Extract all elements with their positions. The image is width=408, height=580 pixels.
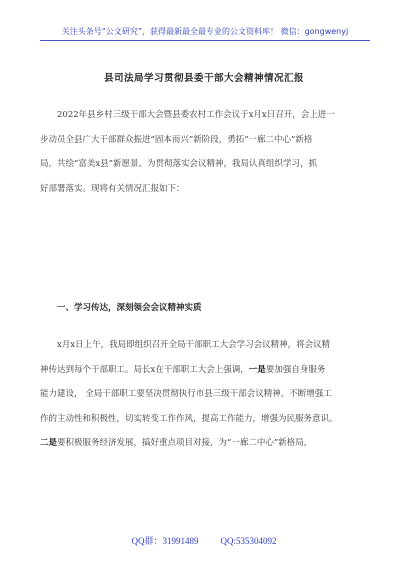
intro-paragraph	[40, 103, 370, 201]
intro-line: 2022年县乡村三级干部大会暨县委农村工作会议于x月x日召开，会上进一	[40, 110, 335, 120]
body-line: x月x日上午，我局即组织召开全局干部职工大会学习会议精神，将会议精	[40, 340, 331, 350]
intro-line: 步动员全县广大干部群众振进“固本而兴”新阶段，勇拓“一廊二中心”新格	[40, 134, 313, 145]
body-line	[40, 431, 370, 456]
footer-contact	[0, 534, 408, 547]
body-line: 能力建设， 全局干部职工要坚决贯彻执行市县三级干部会议精神，不断增强工	[40, 389, 332, 399]
intro-line: 好部署落实。现将有关情况汇报如下：	[40, 183, 185, 194]
footer-qq-number[interactable]: QQ:535304092	[220, 536, 277, 546]
document-title: 县司法局学习贯彻县委干部大会精神情况汇报	[103, 73, 304, 84]
body-line: 作的主动性和积极性，切实转变工作作风，提高工作能力，增强为民服务意识。	[40, 413, 338, 424]
body-text: 神传达到每个干部职工。局长x在干部职工大会上强调，	[40, 364, 249, 375]
intro-line: 局，共绘“富美x县”新愿景。为贯彻落实会议精神，我局认真组织学习，抓	[40, 159, 317, 169]
header-divider	[40, 40, 370, 41]
body-paragraph	[40, 333, 370, 456]
body-text: 要积极服务经济发展，搞好重点项目对接，为“一廊二中心”新格局，	[57, 438, 313, 448]
body-text: 要加强自身服务	[265, 364, 326, 375]
emphasis-second: 二是	[40, 438, 58, 448]
header-banner[interactable]: 关注头条号“公文研究”，获得最新最全最专业的公文资料库！ 微信：gongwenyj	[61, 27, 349, 36]
footer-qq-group[interactable]: QQ群：31991489	[131, 536, 199, 546]
section-heading: 一、学习传达，深刻领会会议精神实质	[40, 303, 202, 313]
emphasis-first: 一是	[248, 364, 266, 375]
body-line	[40, 358, 370, 383]
